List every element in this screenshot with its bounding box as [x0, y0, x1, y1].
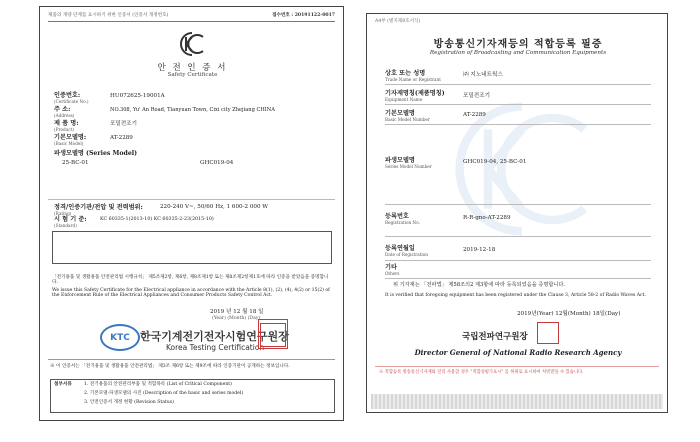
statement-en: It is verified that foregoing equipment has been registered under the Clause 3, Article 58-2 of Radio Waves Act. [385, 293, 646, 298]
issuing-org-en: Director General of National Radio Research Agency [414, 348, 622, 357]
field-label-address: 주 소: (Address) [54, 106, 75, 118]
safety-certificate-document [39, 6, 344, 421]
series-model-label: 파생모델명 (Series Model) [54, 150, 138, 157]
ktc-logo: KTC [100, 324, 140, 351]
field-value-registration-no: R-R-gno-AT-2289 [463, 215, 511, 221]
standard-label-en: (Standard) [54, 223, 77, 228]
field-label-basic-model: 기본모델명 Basic Model Number [385, 110, 430, 122]
attachment-item-2: 2. 기본모델·파생모델의 사진 (Description of the basic and series model) [84, 391, 244, 396]
issuing-org-en: Korea Testing Certification [166, 343, 265, 352]
rating-label-en: (Rating) [54, 211, 72, 216]
kc-watermark-icon [437, 84, 607, 254]
left-header-note: 제품의 개량 단계를 표시하기 위한 인증서 (인증서 개정번호) [48, 13, 169, 18]
field-value-registration-date: 2019-12-18 [463, 247, 496, 253]
receipt-number: 접수번호 : 20191122-0017 [272, 13, 335, 18]
series-model-2: GHC019-04 [200, 160, 234, 166]
attachments-label: 첨부서류 [54, 382, 72, 387]
rating-value: 220-240 V~, 50/60 Hz, 1 600-2 000 W [160, 204, 269, 210]
statement-en: We issue this Safety Certificate for the Electrical appliance in accordance with the Article 8(1), (2), (4), 4(2) or 15(2) of the Enforcement Rule of the Electrical Appliances and Consumer Products Safety Control Act. [52, 288, 330, 299]
official-seal [537, 322, 559, 344]
field-label-equipment-name: 기자재명칭(제품명칭) Equipment Name [385, 90, 445, 102]
right-header-note: A4부 (별지제8호서식) [375, 19, 421, 24]
registration-issue-date: 2019년(Year) 12월(Month) 18일(Day) [517, 311, 621, 317]
certificate-title-en: Safety Certificate [167, 72, 218, 78]
statement-ko: 「전기용품 및 생활용품 안전관리법 시행규칙」 제5조제2항, 제6항, 제8조제1항 또는 제8조제2항제1호에 따라 인증을 받았음을 증명합니다. [52, 275, 329, 286]
field-label-trade-name: 상호 또는 성명 Trade Name or Registrant [385, 70, 441, 82]
equipment-registration-document [366, 13, 668, 413]
remarks-box [52, 231, 332, 264]
field-value-basic-model: AT-2289 [110, 135, 133, 141]
field-label-basic-model: 기본모델명: (Basic Model) [54, 134, 87, 146]
field-label-others: 기타 Others [385, 264, 400, 276]
registration-title-en: Registration of Broadcasting and Communication Equipments [429, 50, 607, 56]
official-seal [258, 319, 288, 349]
statement-ko: 위 기자재는 「전파법」 제58조의2 제3항에 따라 등록되었음을 증명합니다. [393, 282, 566, 288]
standard-value: KC 60335-1(2013-10) KC 60335-2-23(2015-10) [100, 217, 214, 222]
issuing-org-ko: 한국기계전기전자시험연구원장 [140, 330, 289, 343]
field-value-trade-name: ㈜ 지노네트웍스 [463, 72, 503, 78]
standard-label: 시 험 기 준: [54, 216, 87, 223]
issuing-org-ko: 국립전파연구원장 [462, 332, 528, 342]
field-value-basic-model: AT-2289 [463, 112, 486, 118]
rating-label: 정격/인증기관/전압 및 전력범위: [54, 204, 143, 211]
field-label-certificate-no: 인증번호: (Certificate No.) [54, 92, 89, 104]
field-value-equipment-name: 포밀전조기 [463, 93, 491, 99]
certificate-note: ※ 이 인증서는 「전기용품 및 생활용품 안전관리법」 제3조 제6항 또는 제9조에 따라 인증기관이 공개하는 정보입니다. [50, 364, 290, 369]
attachment-item-1: 1. 전기용품의 안전관리부품 및 적합목록 (List of Critical Component) [84, 382, 232, 387]
footer-warning: ※ 적합등록 방송통신기자재와 달리 사용할 경우 "적합성평가표시" 를 허위로 표시하여 처벌받을 수 있습니다. [379, 370, 584, 375]
field-value-series-model: GHC019-04, 25-BC-01 [463, 159, 527, 165]
field-value-product: 포밀전조기 [110, 121, 138, 127]
field-label-registration-no: 등록번호 Registration No. [385, 213, 420, 225]
field-value-certificate-no: HU072625-19001A [110, 93, 165, 99]
attachment-item-3: 3. 안전인증서 개정 현황 (Revision Status) [84, 400, 174, 405]
issue-date-labels: (Year) (Month) (Day) [212, 316, 261, 321]
field-label-product: 제 품 명: (Product) [54, 120, 79, 132]
kc-mark-icon [177, 31, 207, 57]
series-model-1: 25-BC-01 [62, 160, 89, 166]
certificate-title-ko: 안 전 인 증 서 [157, 63, 228, 73]
field-value-address: NO.308, Yu' An Road, Tianyuan Town, Cixi city Zhejiang CHINA [110, 107, 275, 113]
scan-barcode-strip [371, 394, 663, 409]
field-label-series-model: 파생모델명 Series Model Number [385, 157, 432, 169]
issue-date: 2019 년 12 월 18 일 [210, 309, 264, 315]
field-label-registration-date: 등록연월일 Date of Registration [385, 245, 428, 257]
registration-title-ko: 방송통신기자재등의 적합등록 필증 [433, 39, 603, 50]
